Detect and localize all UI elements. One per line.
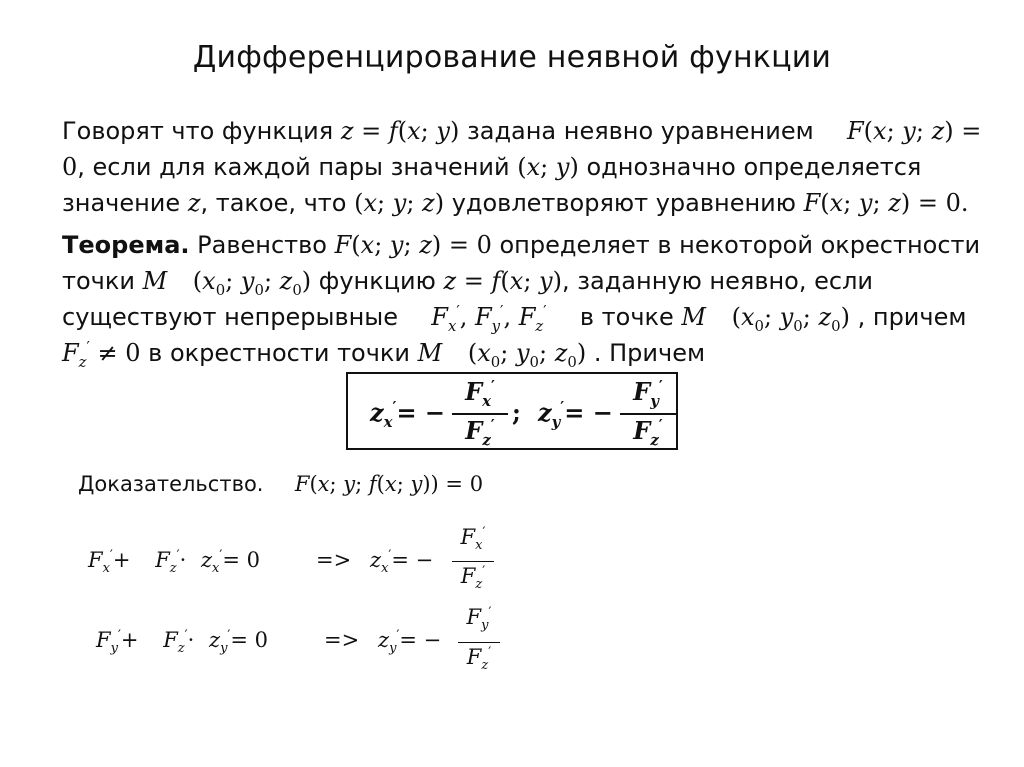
theorem-label: Теорема.	[62, 231, 190, 259]
proof-equation-x: $F_x'+ F_z'\cdot z_x'= 0$	[88, 548, 260, 577]
fraction-bar	[458, 642, 500, 643]
text-segment: функцию	[318, 267, 436, 295]
proof-equation-y: $F_y'+ F_z'\cdot z_y'= 0$	[96, 628, 269, 657]
text-segment: . Причем	[593, 339, 706, 367]
proof-label: Доказательство.	[78, 472, 264, 496]
text-segment: значение	[62, 189, 181, 217]
fraction-denominator: $F_z'$	[465, 416, 495, 449]
fraction-bar	[452, 413, 508, 415]
text-segment: в точке	[579, 303, 674, 331]
text-segment: , причем	[857, 303, 967, 331]
text-segment: в окрестности точки	[148, 339, 411, 367]
result-zy-denominator: $F_z'$	[466, 645, 492, 674]
page-title: Дифференцирование неявной функции	[192, 40, 832, 75]
text-segment: , заданную неявно, если	[561, 267, 873, 295]
fraction-bar	[620, 413, 676, 415]
definition-paragraph	[62, 113, 982, 221]
result-zx-denominator: $F_z'$	[460, 564, 486, 593]
result-zx-numerator: $F_x'$	[460, 525, 486, 554]
definition-line-3: значение z, такое, что (x; y; z) удовлетворяют уравнению F(x; y; z) = 0.	[62, 189, 969, 217]
text-segment: однозначно определяется	[586, 153, 922, 181]
text-segment: , если для каждой пары значений	[77, 153, 510, 181]
boxed-derivative-formula	[346, 372, 678, 450]
zx-lhs: $z_x'=$ −	[370, 398, 446, 431]
result-zy-lhs: $z_y'=$ −	[378, 628, 442, 657]
text-segment: задана неявно уравнением	[466, 117, 814, 145]
result-zx-lhs: $z_x'=$ −	[370, 548, 434, 577]
definition-line-2: 0, если для каждой пары значений (x; y) однозначно определяется	[62, 153, 922, 181]
text-segment: Равенство	[197, 231, 327, 259]
fraction-denominator: $F_z'$	[633, 416, 663, 449]
theorem-line-1: Теорема. Равенство F(x; y; z) = 0 определяет в некоторой окрестности	[62, 231, 981, 259]
zy-lhs: $z_y'=$ −	[538, 398, 613, 431]
text-segment: существуют непрерывные	[62, 303, 398, 331]
theorem-line-4: $F_z' \ne 0$ в окрестности точки M ($x_0$; $y_0$; $z_0$) . Причем	[62, 338, 706, 371]
fraction-fx-over-fz: $F_x'$	[465, 377, 495, 410]
formula-z-eq-f: z	[340, 117, 354, 145]
text-segment: , такое, что	[200, 189, 347, 217]
fraction-bar	[452, 561, 494, 562]
implies-arrow: =>	[324, 628, 360, 652]
result-zy-numerator: $F_y'$	[466, 605, 492, 634]
theorem-line-2: точки M ($x_0$; $y_0$; $z_0$) функцию z = f(x; y), заданную неявно, если	[62, 267, 873, 299]
text-segment: удовлетворяют уравнению	[451, 189, 796, 217]
definition-line-1: Говорят что функция z = f(x; y) задана неявно уравнением F(x; y; z) =	[62, 117, 982, 145]
proof-line: Доказательство. F(x; y; f(x; y)) = 0	[78, 472, 484, 496]
theorem-line-3: существуют непрерывные $F_x'$, $F_y'$, $F_z'$ в точке M ($x_0$; $y_0$; $z_0$) , причем	[62, 302, 967, 335]
text-segment: определяет в некоторой окрестности	[499, 231, 981, 259]
semicolon: ;	[512, 398, 521, 427]
formula-F-eq-0: F	[847, 117, 864, 145]
implies-arrow: =>	[316, 548, 352, 572]
fraction-fy-over-fz: $F_y'$	[633, 377, 663, 410]
text-segment: Говорят что функция	[62, 117, 334, 145]
theorem-paragraph	[62, 227, 981, 371]
text-segment: точки	[62, 267, 135, 295]
